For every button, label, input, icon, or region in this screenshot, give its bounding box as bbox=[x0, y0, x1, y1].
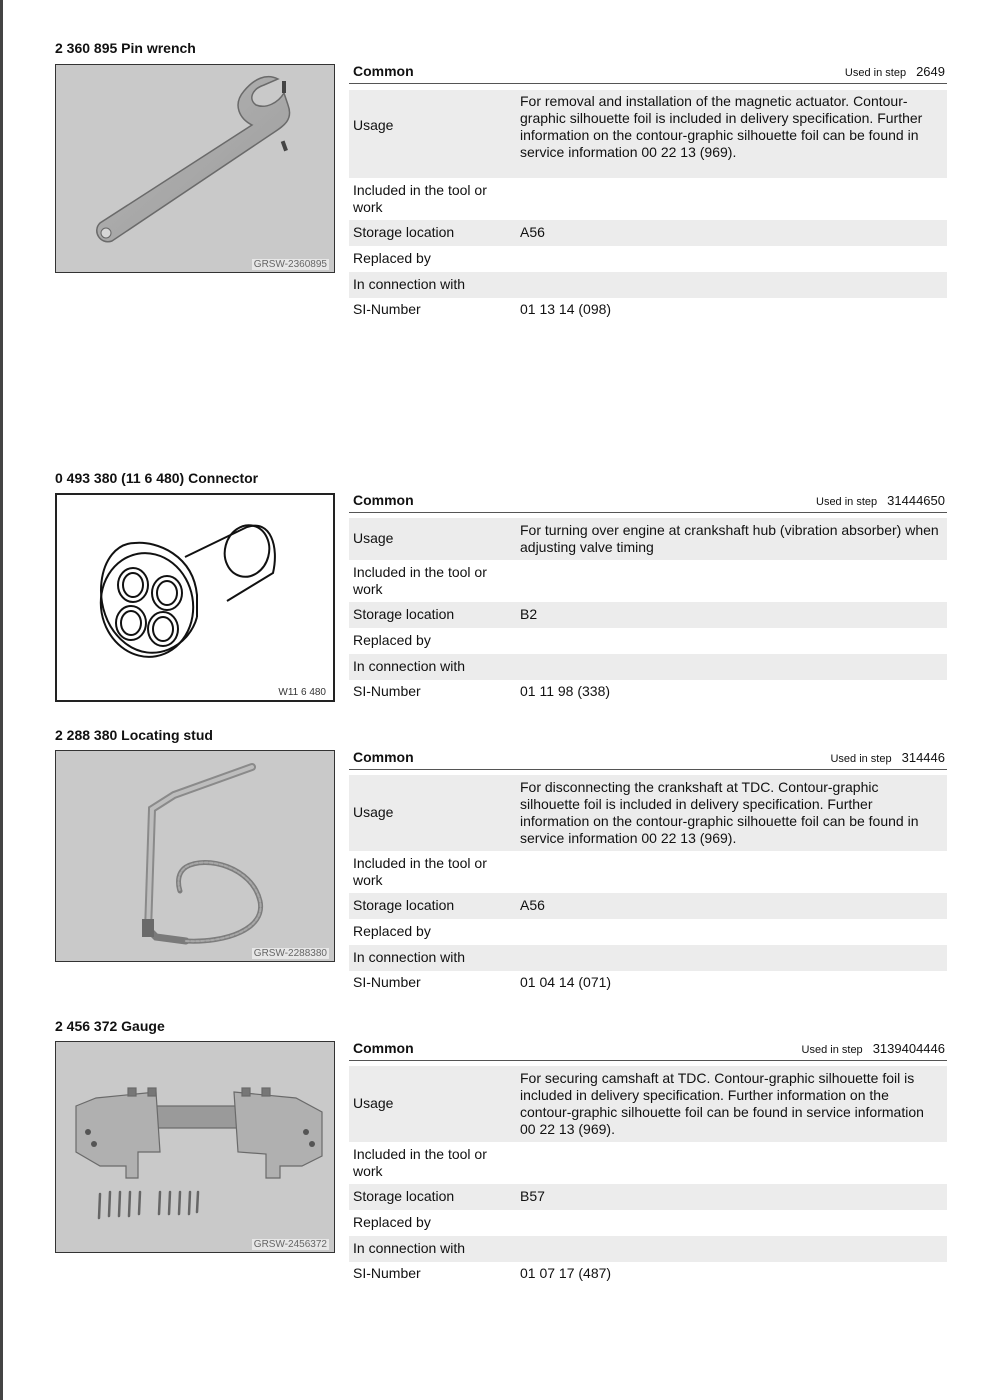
common-heading: Common bbox=[353, 1040, 414, 1056]
tool-title: 2 288 380 Locating stud bbox=[55, 727, 213, 743]
used-in-step-value: 314446 bbox=[901, 750, 945, 765]
page-left-border bbox=[0, 0, 3, 1400]
tool-image-connector bbox=[55, 493, 335, 702]
used-in-step bbox=[845, 63, 945, 81]
row-connection bbox=[349, 1236, 947, 1262]
used-in-step-label: Used in step bbox=[844, 67, 907, 79]
usage-value: For removal and installation of the magnetic actuator. Contour-graphic silhouette foil is included in delivery specification. Further information on the contour-graphic silhouette foil can be found in service information 00 22 13 (969). bbox=[520, 93, 923, 160]
replaced-label: Replaced by bbox=[353, 250, 431, 266]
storage-value: A56 bbox=[520, 224, 545, 240]
tool-image-locating-stud bbox=[55, 750, 335, 962]
table-header bbox=[349, 63, 947, 84]
included-label: Included in the tool or work bbox=[353, 564, 487, 597]
image-caption: GRSW-2456372 bbox=[253, 1239, 327, 1250]
replaced-label: Replaced by bbox=[353, 632, 431, 648]
row-included bbox=[349, 561, 947, 601]
tool-title: 2 360 895 Pin wrench bbox=[55, 40, 196, 56]
image-caption: GRSW-2360895 bbox=[253, 259, 327, 270]
table-header bbox=[349, 1040, 947, 1061]
used-in-step-label: Used in step bbox=[816, 496, 878, 508]
used-in-step bbox=[830, 749, 945, 767]
included-label: Included in the tool or work bbox=[353, 182, 487, 215]
row-storage bbox=[349, 602, 947, 628]
common-heading: Common bbox=[353, 63, 414, 79]
used-in-step-label: Used in step bbox=[801, 1044, 863, 1056]
row-si-number bbox=[349, 680, 947, 706]
table-header bbox=[349, 749, 947, 770]
si-number-label: SI-Number bbox=[353, 1265, 421, 1281]
usage-label: Usage bbox=[353, 530, 394, 546]
row-si-number bbox=[349, 971, 947, 997]
usage-label: Usage bbox=[353, 804, 394, 820]
used-in-step-label: Used in step bbox=[830, 753, 892, 765]
row-storage bbox=[349, 220, 947, 246]
connection-label: In connection with bbox=[353, 658, 466, 674]
tool-image-pin-wrench bbox=[55, 64, 335, 273]
storage-label: Storage location bbox=[353, 1188, 455, 1204]
connection-label: In connection with bbox=[353, 949, 466, 965]
row-si-number bbox=[349, 298, 947, 324]
storage-value: A56 bbox=[520, 897, 545, 913]
included-label: Included in the tool or work bbox=[353, 1146, 487, 1179]
replaced-label: Replaced by bbox=[353, 1214, 431, 1230]
row-connection bbox=[349, 945, 947, 971]
storage-label: Storage location bbox=[353, 224, 455, 240]
storage-label: Storage location bbox=[353, 606, 455, 622]
common-heading: Common bbox=[353, 749, 414, 765]
storage-label: Storage location bbox=[353, 897, 455, 913]
row-si-number bbox=[349, 1262, 947, 1288]
locating-stud-illustration bbox=[56, 751, 335, 962]
row-connection bbox=[349, 272, 947, 298]
si-number-label: SI-Number bbox=[353, 301, 421, 317]
tool-title: 0 493 380 (11 6 480) Connector bbox=[55, 470, 259, 486]
used-in-step-value: 3139404446 bbox=[872, 1041, 945, 1056]
si-number-value: 01 11 98 (338) bbox=[520, 683, 611, 699]
common-heading: Common bbox=[353, 492, 414, 508]
used-in-step-value: 31444650 bbox=[887, 493, 945, 508]
row-usage bbox=[349, 775, 947, 851]
usage-label: Usage bbox=[353, 1095, 394, 1111]
usage-value: For turning over engine at crankshaft hub (vibration absorber) when adjusting valve timing bbox=[520, 522, 939, 555]
row-usage bbox=[349, 90, 947, 178]
row-connection bbox=[349, 654, 947, 680]
row-storage bbox=[349, 1184, 947, 1210]
gauge-illustration bbox=[56, 1042, 335, 1253]
connector-illustration bbox=[57, 495, 335, 702]
used-in-step-value: 2649 bbox=[916, 64, 945, 79]
si-number-value: 01 13 14 (098) bbox=[520, 301, 612, 317]
row-replaced bbox=[349, 246, 947, 272]
row-replaced bbox=[349, 1210, 947, 1236]
connection-label: In connection with bbox=[353, 276, 466, 292]
used-in-step bbox=[816, 492, 945, 510]
usage-value: For disconnecting the crankshaft at TDC. Contour-graphic silhouette foil is included in delivery specification. Further information on the contour-graphic silhouette foil can be found in service information 00 22 13 (969). bbox=[520, 779, 919, 846]
connection-label: In connection with bbox=[353, 1240, 466, 1256]
usage-value: For securing camshaft at TDC. Contour-graphic silhouette foil is included in delivery specification. Further information on the contour-graphic silhouette foil can be found in service information 00 22 13 (969). bbox=[520, 1070, 924, 1137]
row-replaced bbox=[349, 919, 947, 945]
row-storage bbox=[349, 893, 947, 919]
pin-wrench-illustration bbox=[56, 65, 335, 273]
image-caption: W11 6 480 bbox=[278, 687, 326, 698]
si-number-label: SI-Number bbox=[353, 974, 421, 990]
replaced-label: Replaced by bbox=[353, 923, 431, 939]
image-caption: GRSW-2288380 bbox=[253, 948, 327, 959]
si-number-label: SI-Number bbox=[353, 683, 421, 699]
tool-title: 2 456 372 Gauge bbox=[55, 1018, 165, 1034]
storage-value: B2 bbox=[520, 606, 538, 622]
si-number-value: 01 04 14 (071) bbox=[520, 974, 612, 990]
row-included bbox=[349, 852, 947, 892]
tool-image-gauge bbox=[55, 1041, 335, 1253]
included-label: Included in the tool or work bbox=[353, 855, 487, 888]
usage-label: Usage bbox=[353, 117, 394, 133]
si-number-value: 01 07 17 (487) bbox=[520, 1265, 612, 1281]
used-in-step bbox=[802, 1040, 945, 1058]
row-replaced bbox=[349, 628, 947, 654]
row-usage bbox=[349, 1066, 947, 1142]
row-included bbox=[349, 1143, 947, 1183]
table-header bbox=[349, 492, 947, 513]
storage-value: B57 bbox=[520, 1188, 545, 1204]
row-usage bbox=[349, 518, 947, 560]
row-included bbox=[349, 179, 947, 219]
